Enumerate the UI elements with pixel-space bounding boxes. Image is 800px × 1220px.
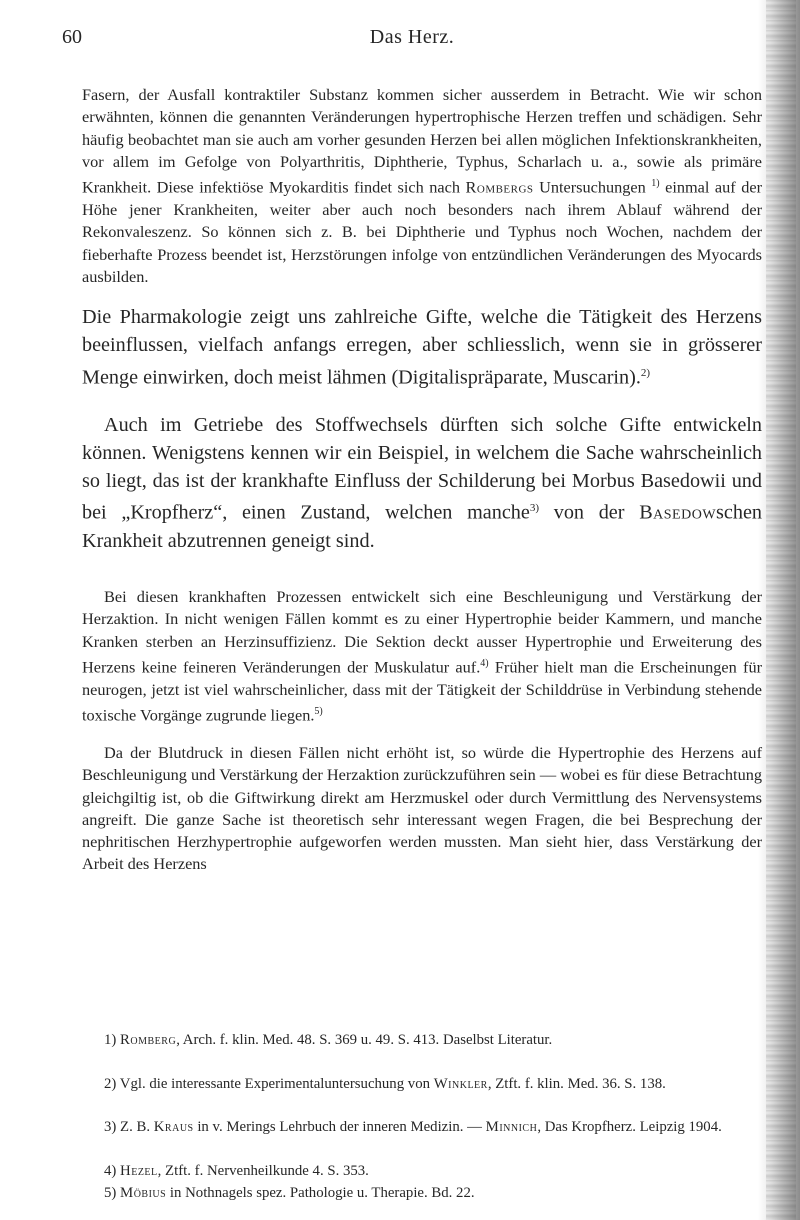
running-title: Das Herz.: [369, 26, 455, 48]
paragraph-hypertrophy: Bei diesen krankhaften Prozessen entwickelt sich eine Beschleunigung und Verstärkung der Herzaktion. In nicht wenigen Fällen kommt es zu einer Hypertrophie beider Kammern, und manche Kranken sterben an Herzinsuffizienz. Die Sektion deckt ausser Hypertrophie und Erweiterung des Herzens keine feineren Veränderungen der Muskulatur auf.$^{4)}$ Früher hielt man die Erscheinungen für neurogen, jetzt ist viel wahrscheinlicher, dass mit der Tätigkeit der Schilddrüse in Verbindung stehende toxische Vorgänge zugrunde liegen.$^{5)}$: [82, 587, 763, 725]
paragraph-myocarditis: Fasern, der Ausfall kontraktiler Substanz kommen sicher ausserdem in Betracht. Wie wir schon erwähnten, können die genannten Veränderungen hypertrophische Herzen treffen und schädigen. Sehr häufig beobachtet man sie auch am vorher gesunden Herzen bei allen möglichen Infektionskrankheiten, vor allem im Gefolge von Polyarthritis, Diphtherie, Typhus, Scharlach u. a., sowie als primäre Krankheit. Diese infektiöse Myokarditis findet sich nach Rombergs Untersuchungen $^{1)}$ einmal auf der Höhe jener Krankheiten, weiter aber auch noch besonders nach ihrem Ablauf während der Rekonvaleszenz. So können sich z. B. bei Diphtherie und Typhus noch Wochen, nachdem der fieberhafte Prozess beendet ist, Herzstörungen infolge von entzündlichen Veränderungen des Myocards ausbilden.: [82, 85, 763, 286]
footnote-5: 5) Möbius in Nothnagels spez. Pathologie u. Therapie. Bd. 22.: [104, 1185, 475, 1201]
page-header: [62, 26, 762, 52]
footnote-ref-4: 4): [480, 657, 489, 669]
footnote-2: 2) Vgl. die interessante Experimentaluntersuchung von Winkler, Ztft. f. klin. Med. 36. S. 138.: [104, 1076, 666, 1092]
footnote-ref-2: 2): [640, 366, 651, 379]
footnote-1: 1) Romberg, Arch. f. klin. Med. 48. S. 369 u. 49. S. 413. Daselbst Literatur.: [104, 1032, 553, 1048]
page-number: 60: [62, 26, 82, 48]
footnote-ref-3: 3): [529, 502, 540, 515]
footnote-3: 3) Z. B. Kraus in v. Merings Lehrbuch der inneren Medizin. — Minnich, Das Kropfherz. Leipzig 1904.: [104, 1119, 722, 1135]
paragraph-blood-pressure: Da der Blutdruck in diesen Fällen nicht erhöht ist, so würde die Hypertrophie des Herzens auf Beschleunigung und Verstärkung der Herzaktion zurückzuführen sein — wobei es für diese Betrachtung gleichgiltig ist, ob die Giftwirkung direkt am Herzmuskel oder durch Vermittlung des Nervensystems angreift. Die ganze Sache ist theoretisch sehr interessant wegen Fragen, die bei Besprechung der nephritischen Herzhypertrophie aufgeworfen werden mussten. Man sieht hier, dass Verstärkung der Arbeit des Herzens: [82, 743, 762, 874]
paragraph-metabolism: Auch im Getriebe des Stoffwechsels dürften sich solche Gifte entwickeln können. Wenigstens kennen wir ein Beispiel, in welchem die Sache wahrscheinlich so liegt, das ist der krankhafte Einfluss der Schilderung bei Morbus Basedowii und bei „Kropfherz“, einen Zustand, welchen manche$^{3)}$ von der Basedowschen Krankheit abzutrennen geneigt sind.: [82, 414, 763, 552]
footnote-ref-5: 5): [314, 705, 323, 717]
footnote-4: 4) Hezel, Ztft. f. Nervenheilkunde 4. S. 353.: [104, 1163, 369, 1179]
footnote-ref-1: 1): [651, 178, 660, 190]
footnote-separator: [82, 1006, 762, 1007]
paragraph-pharmacology: Die Pharmakologie zeigt uns zahlreiche Gifte, welche die Tätigkeit des Herzens beeinflussen, vielfach anfangs erregen, aber schliesslich, wenn sie in grösserer Menge einwirken, doch meist lähmen (Digitalispräparate, Muscarin).$^{2)}$: [82, 306, 762, 389]
page-edge-shadow: [758, 0, 800, 1220]
